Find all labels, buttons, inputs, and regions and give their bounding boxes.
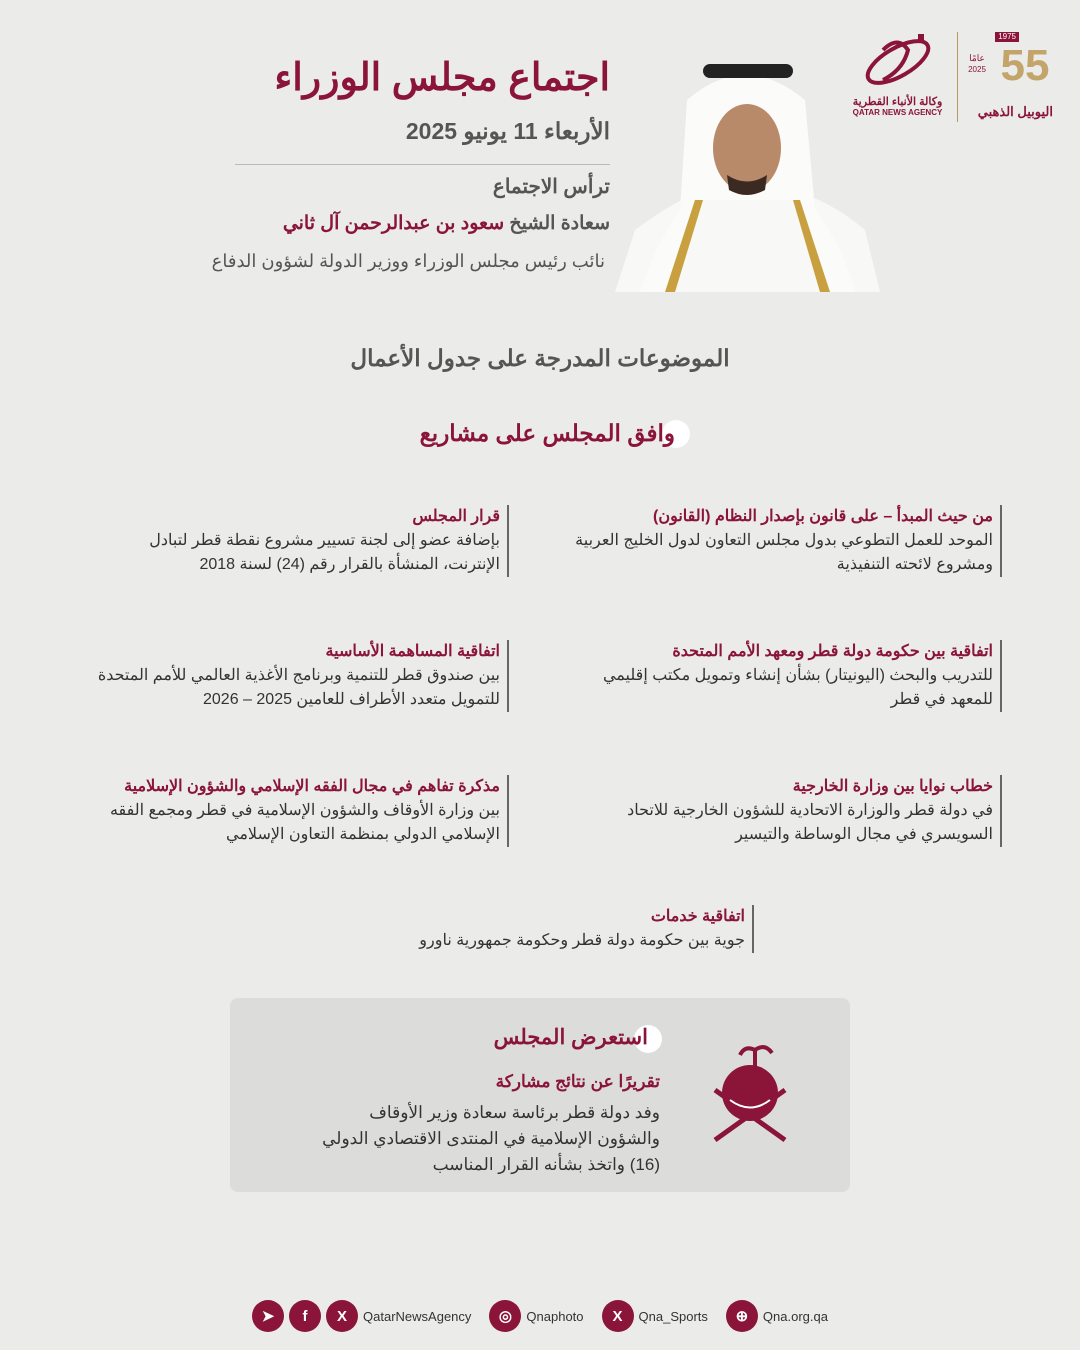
approved-title: وافق المجلس على مشاريع [419,420,675,446]
qna-emblem-icon [858,30,938,90]
instagram-icon[interactable]: ◎ [489,1300,521,1332]
x-icon[interactable]: X [602,1300,634,1332]
item-title: خطاب نوايا بين وزارة الخارجية [792,778,993,795]
chair-portrait [615,60,880,292]
chair-name [283,212,610,235]
globe-icon[interactable]: ⊕ [726,1300,758,1332]
name: سعود بن عبدالرحمن آل ثاني [282,213,505,234]
item-title: اتفاقية المساهمة الأساسية [325,643,500,660]
item-title: مذكرة تفاهم في مجال الفقه الإسلامي والشؤون الإسلامية [124,778,500,795]
item-text: بين وزارة الأوقاف والشؤون الإسلامية في قطر ومجمع الفقه الإسلامي الدولي بمنظمة التعاون الإسلامي [109,802,500,843]
review-title: استعرض المجلس [493,1026,648,1049]
chair-role: نائب رئيس مجلس الوزراء ووزير الدولة لشؤون الدفاع [211,251,605,271]
item-text: للتدريب والبحث (اليونيتار) بشأن إنشاء وتمويل مكتب إقليمي للمعهد في قطر [602,667,993,708]
item-text: بإضافة عضو إلى لجنة تسيير مشروع نقطة قطر لتبادل الإنترنت، المنشأة بالقرار رقم (24) لسنة 2018 [149,532,500,573]
year-badge: 1975 [995,32,1019,42]
facebook-icon[interactable]: f [289,1300,321,1332]
website-link[interactable]: Qna.org.qa [762,1308,828,1324]
agenda-title: الموضوعات المدرجة على جدول الأعمال [350,345,730,371]
agenda-item [89,505,509,577]
handle-main[interactable]: QatarNewsAgency [363,1308,472,1324]
social-links-main [252,1300,471,1332]
qatar-emblem-icon [700,1035,800,1160]
x-icon[interactable]: X [326,1300,358,1332]
agenda-item [572,775,1002,847]
page-title: اجتماع مجلس الوزراء [274,57,610,99]
agenda-item [364,905,754,953]
item-text: بين صندوق قطر للتنمية وبرنامج الأغذية العالمي للأمم المتحدة للتمويل متعدد الأطراف للعامين 2025 – 2026 [97,667,500,708]
chaired-by-label: ترأس الاجتماع [492,176,610,198]
qna-logo [845,30,950,125]
telegram-icon[interactable]: ➤ [252,1300,284,1332]
agenda-item [69,775,509,847]
agency-name-ar: وكالة الأنباء القطرية [852,96,943,108]
divider [235,164,610,165]
meeting-date: الأربعاء 11 يونيو 2025 [405,118,610,144]
name-prefix: سعادة الشيخ [504,213,610,234]
agency-name-en: QATAR NEWS AGENCY [852,108,943,117]
golden-jubilee-logo [962,30,1057,125]
social-website [726,1300,828,1332]
social-sports [602,1300,708,1332]
item-title: من حيث المبدأ – على قانون بإصدار النظام (القانون) [652,508,993,525]
jubilee-number: 55 [1000,41,1050,90]
item-text: جوية بين حكومة دولة قطر وحكومة جمهورية ناورو [419,932,745,949]
review-text: وفد دولة قطر برئاسة سعادة وزير الأوقاف والشؤون الإسلامية في المنتدى الاقتصادي الدولي (16) واتخذ بشأنه القرار المناسب [322,1103,660,1174]
sports-handle[interactable]: Qna_Sports [638,1308,708,1324]
jubilee-year: 2025 [968,65,986,74]
item-text: في دولة قطر والوزارة الاتحادية للشؤون الخارجية للاتحاد السويسري في مجال الوساطة والتيسير [627,802,993,843]
jubilee-title: اليوبيل الذهبي [977,104,1053,119]
agenda-item [79,640,509,712]
agenda-item [572,640,1002,712]
review-subtitle: تقريرًا عن نتائج مشاركة [495,1072,660,1091]
item-title: اتفاقية خدمات [650,908,745,925]
jubilee-sub: عامًا [969,53,985,63]
logo-divider [957,32,958,122]
item-title: قرار المجلس [412,508,500,525]
instagram-handle[interactable]: Qnaphoto [526,1308,584,1324]
item-title: اتفاقية بين حكومة دولة قطر ومعهد الأمم المتحدة [672,643,993,660]
social-instagram [489,1300,583,1332]
footer-social-bar [0,1300,1080,1332]
item-text: الموحد للعمل التطوعي بدول مجلس التعاون لدول الخليج العربية ومشروع لائحته التنفيذية [575,532,993,573]
agenda-item [572,505,1002,577]
